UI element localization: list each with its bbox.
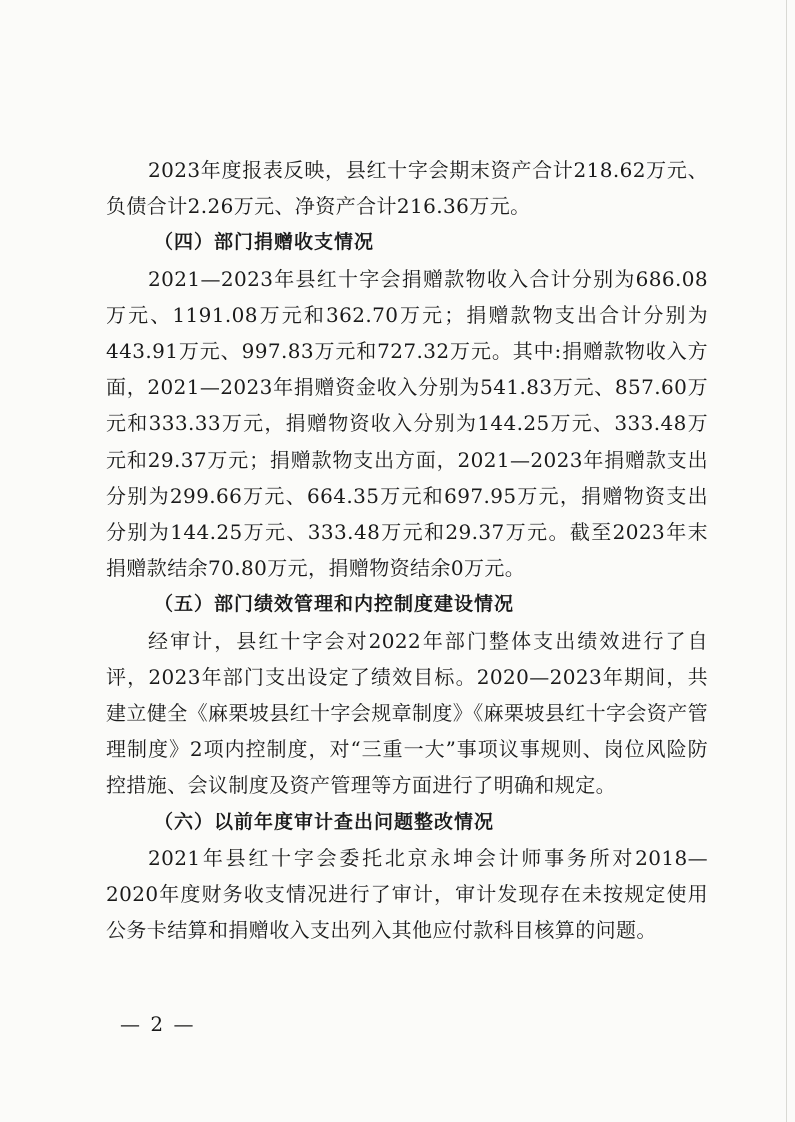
page-number: — 2 — bbox=[120, 1012, 196, 1036]
paragraph-donations: 2021—2023年县红十字会捐赠款物收入合计分别为686.08万元、1191.08万元和362.70万元；捐赠款物支出合计分别为443.91万元、997.83万元和727.32万元。其中:捐赠款物收入方面，2021—2023年捐赠资金收入分别为541.83万元、857.60万元和333.33万元，捐赠物资收入分别为144.25万元、333.48万元和29.37万元；捐赠款物支出方面，2021—2023年捐赠款支出分别为299.66万元、664.35万元和697.95万元，捐赠物资支出分别为144.25万元、333.48万元和29.37万元。截至2023年末捐赠款结余70.80万元，捐赠物资结余0万元。 bbox=[106, 266, 708, 581]
section-heading-rectification: （六）以前年度审计查出问题整改情况 bbox=[154, 810, 495, 833]
paragraph-balance-sheet: 2023年度报表反映，县红十字会期末资产合计218.62万元、负债合计2.26万元、净资产合计216.36万元。 bbox=[106, 158, 708, 219]
section-heading-donations: （四）部门捐赠收支情况 bbox=[154, 231, 375, 254]
section-heading-performance: （五）部门绩效管理和内控制度建设情况 bbox=[154, 593, 515, 616]
paragraph-performance: 经审计，县红十字会对2022年部门整体支出绩效进行了自评，2023年部门支出设定了绩效目标。2020—2023年期间，共建立健全《麻栗坡县红十字会规章制度》《麻栗坡县红十字会资产管理制度》2项内控制度，对“三重一大”事项议事规则、岗位风险防控措施、会议制度及资产管理等方面进行了明确和规定。 bbox=[106, 628, 708, 798]
scan-edge-line bbox=[786, 0, 787, 1122]
document-body bbox=[106, 152, 708, 948]
paragraph-rectification: 2021年县红十字会委托北京永坤会计师事务所对2018—2020年度财务收支情况进行了审计，审计发现存在未按规定使用公务卡结算和捐赠收入支出列入其他应付款科目核算的问题。 bbox=[106, 845, 708, 943]
